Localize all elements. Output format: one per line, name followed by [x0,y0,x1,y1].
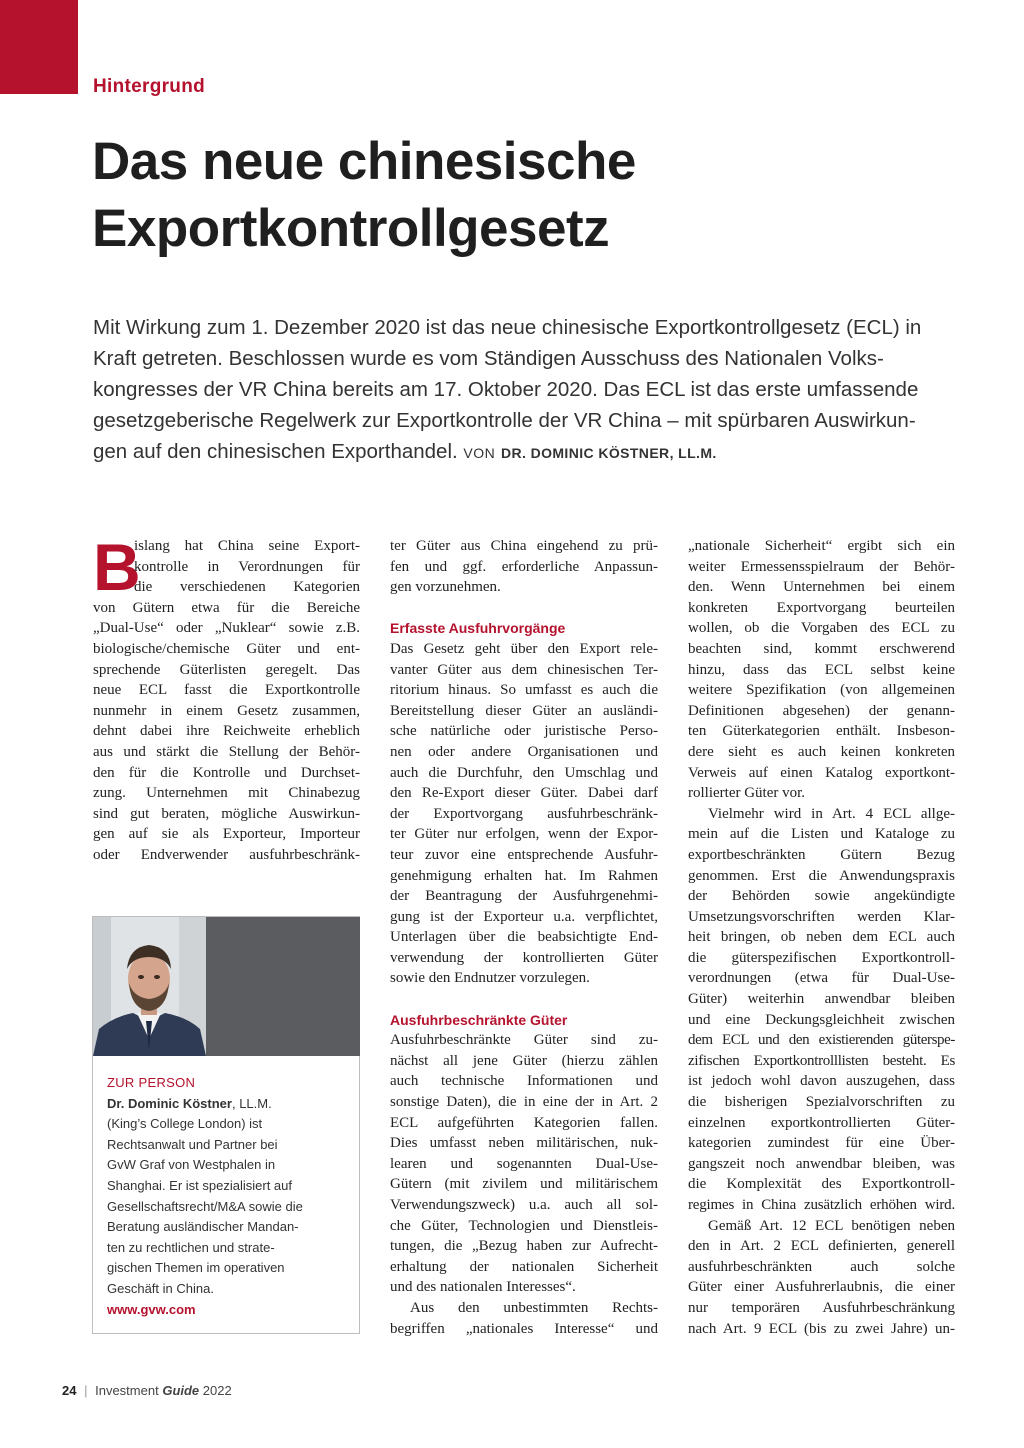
body-line: sind gut beraten, mögliche Auswirkun- [93,805,360,822]
body-line: nächst all jene Güter (hierzu zählen [390,1052,658,1069]
page-footer [62,1383,232,1398]
body-line: verordnungen (etwa für Dual-Use- [688,970,955,987]
author-name-suffix: , LL.M. [231,1095,272,1111]
body-line: die bisherigen Spezialvorschriften zu [688,1094,955,1111]
byline-von: VON [463,445,496,461]
body-line: den für die Kontrolle und Durchset- [93,764,360,781]
body-line: beachten sind, kommt erschwerend [688,640,955,657]
body-line: wollen, ob die Vorgaben des ECL zu [688,620,955,637]
body-line: auch technische Informationen und [390,1073,658,1090]
body-line: die Komplexität des Exportkontroll- [688,1176,955,1193]
body-line: ter Güter nur erfolgen, wenn der Expor- [390,826,658,843]
body-line: nur temporären Ausfuhrbeschränkung [688,1299,955,1316]
bio-line: Shanghai. Er ist spezialisiert auf [107,1177,292,1193]
lead-line: kongresses der VR China bereits am 17. Oktober 2020. Das ECL ist das erste umfassende [93,378,919,401]
body-line: Güter) weiterhin anwendbar bleiben [688,991,955,1008]
body-line: kategorien zumindest für eine Über- [688,1135,955,1152]
body-line: nunmehr in einem Gesetz zusammen, [93,702,360,719]
body-line: Unterlagen über die beabsichtigte End- [390,929,658,946]
article-column-2 [390,536,658,1339]
body-line: sowie den Endnutzer vorzulegen. [390,970,590,987]
body-line: ten Güterkategorien enthält. Insbeson- [688,723,955,740]
body-line: mein auf die Listen und Kataloge zu [688,826,955,843]
author-bio [107,1073,352,1320]
body-line: che Güter, Technologien und Dienstleis- [390,1217,658,1234]
bio-line: gischen Themen im operativen [107,1260,285,1276]
body-line: einzelnen exportkontrollierten Güter- [688,1114,955,1131]
body-line: den Re-Export dieser Güter. Dabei darf [390,785,658,802]
body-line: zung. Unternehmen mit Chinabezug [93,785,360,802]
body-line: nen oder andere Organisationen und [390,743,658,760]
publication-year: 2022 [202,1383,232,1398]
body-line: Dies umfasst neben militärischen, nuk- [390,1135,658,1152]
headline-line: Das neue chinesische [92,132,636,191]
author-name-line [107,1094,352,1115]
article-column-1 [93,530,360,866]
body-line: dehnt dabei ihre Reichweite erheblich [93,723,360,740]
body-line: learen und sogenannten Dual-Use- [390,1155,658,1172]
bio-line: Gesellschaftsrecht/M&A sowie die [107,1198,303,1214]
body-line: exportbeschränkten Gütern Bezug [688,846,955,863]
accent-bar [0,0,78,94]
body-line: islang hat China seine Export- [134,538,360,554]
bio-line: GvW Graf von Westphalen in [107,1157,276,1173]
body-line: genehmigung erhalten hat. Im Rahmen [390,867,658,884]
body-line: ritorium hinaus. So umfasst es auch die [390,682,658,699]
author-box [92,916,360,1334]
body-line: den. Wenn Unternehmen bei einem [688,579,955,596]
body-line: und eine Deckungsgleichheit zwischen [688,1011,955,1028]
body-line: den in Art. 2 ECL definierten, generell [688,1238,955,1255]
website-link[interactable]: www.gvw.com [107,1301,196,1317]
body-line: die verschiedenen Kategorien [134,579,360,596]
body-line: „Dual-Use“ oder „Nuklear“ sowie z.B. [93,620,360,637]
body-line: rollierter Güter vor. [688,785,806,802]
article-column-3 [688,536,955,1339]
byline-author: DR. DOMINIC KÖSTNER, LL.M. [500,445,717,461]
body-line: Vielmehr wird in Art. 4 ECL allge- [708,805,955,822]
bio-line: (King’s College London) ist [107,1116,263,1132]
bio-line: Rechtsanwalt und Partner bei [107,1136,278,1152]
lead-line: gen auf den chinesischen Exporthandel. [93,440,458,463]
bio-line: Beratung ausländischer Mandan- [107,1219,299,1235]
body-line: biologische/chemische Güter und ent- [93,640,360,657]
body-line: regimes in China zusätzlich erhöhen wird. [688,1197,955,1213]
body-line: gung ist der Exporteur u.a. verpflichtet, [390,908,658,925]
body-line: oder Endverwender ausfuhrbeschränk- [93,846,360,863]
body-line: gen auf sie als Exporteur, Importeur [93,826,360,843]
body-line: auch die Durchfuhr, den Umschlag und [390,764,658,781]
body-line: der Behörden sowie angekündigte [688,888,955,905]
body-line: Umsetzungsvorschriften werden Klar- [688,908,955,925]
body-line: hinzu, dass das ECL selbst keine [688,661,955,678]
lead-line: Mit Wirkung zum 1. Dezember 2020 ist das neue chinesische Exportkontrollgesetz (ECL) in [93,316,922,339]
decorative-block [206,917,360,1056]
body-line: Gütern (mit zivilem und militärischem [390,1176,658,1193]
body-line: genommen. Erst die Anwendungspraxis [688,867,955,884]
body-line: zifischen Exportkontrolllisten besteht. Es [688,1052,955,1069]
body-line: dem ECL und den existierenden güterspe- [688,1032,955,1049]
body-line: dere sieht es auch keinen konkreten [688,743,955,760]
author-photo [93,917,206,1056]
body-line: Güter einer Ausfuhrerlaubnis, die einer [688,1279,955,1296]
body-line: und des nationalen Interesses“. [390,1279,576,1296]
lead-paragraph [93,312,953,469]
body-line: Bereitstellung dieser Güter an ausländi- [390,702,658,719]
body-line: der Beantragung der Ausfuhrgenehmi- [390,888,658,905]
subheading: Ausfuhrbeschränkte Güter [390,1011,568,1028]
subheading: Erfasste Ausfuhrvorgänge [390,620,566,637]
body-line: sonstige Daten), die in eine der in Art. 2 [390,1094,658,1111]
body-line: nach Art. 9 ECL (bis zu zwei Jahre) un- [688,1320,955,1337]
body-line: ECL aufgeführten Kategorien fallen. [390,1114,658,1131]
body-line: Das Gesetz geht über den Export rele- [390,640,658,657]
body-line: „nationale Sicherheit“ ergibt sich ein [688,538,955,554]
body-line: erhaltung der nationalen Sicherheit [390,1258,658,1275]
body-line: Ausfuhrbeschränkte Güter sind zu- [390,1032,658,1049]
person-portrait-icon [93,917,206,1056]
body-line: gen vorzunehmen. [390,579,501,596]
author-box-label: ZUR PERSON [107,1075,196,1090]
body-line: neue ECL fasst die Exportkontrolle [93,682,360,699]
body-line: verwendung der kontrollierten Güter [390,949,658,966]
body-line: Aus den unbestimmten Rechts- [410,1299,658,1316]
body-line: ausfuhrbeschränkten auch solche [688,1258,955,1275]
section-kicker: Hintergrund [93,76,206,97]
body-line: ist jedoch wohl davon auszugehen, dass [688,1073,955,1090]
bio-line: Geschäft in China. [107,1280,214,1296]
body-line: Gemäß Art. 12 ECL benötigen neben [708,1217,955,1234]
drop-cap: B [93,530,141,604]
lead-line: Kraft getreten. Beschlossen wurde es vom Ständigen Ausschuss des Nationalen Volks- [93,347,884,370]
body-line: weiter Ermessensspielraum der Behör- [688,558,955,575]
body-line: Verwendungszweck) u.a. auch all sol- [390,1197,658,1213]
lead-line-last [93,436,953,469]
body-line: tungen, die „Bezug haben zur Aufrecht- [390,1238,658,1255]
body-line: die güterspezifischen Exportkontroll- [688,949,955,966]
publication-name-emphasis: Guide [162,1383,200,1398]
body-line: sche natürliche oder juristische Perso- [390,723,658,740]
body-line: aus und stärkt die Stellung der Behör- [93,743,360,760]
body-line: sprechende Güterlisten geregelt. Das [93,661,360,678]
body-line: begriffen „nationales Interesse“ und [390,1320,658,1337]
body-line: der Exportvorgang ausfuhrbeschränk- [390,805,658,822]
headline [92,128,972,262]
page-number: 24 [62,1383,77,1398]
author-name: Dr. Dominic Köstner [107,1095,232,1111]
headline-line: Exportkontrollgesetz [92,199,610,258]
body-line: heit bringen, ob neben dem ECL auch [688,929,955,946]
body-line: gangszeit noch anwendbar bleiben, was [688,1155,955,1172]
body-line: von Gütern etwa für die Bereiche [93,599,360,616]
body-line: vanter Güter aus dem chinesischen Ter- [390,661,658,678]
publication-name: Investment [95,1383,159,1398]
lead-line: gesetzgeberische Regelwerk zur Exportkontrolle der VR China – mit spürbaren Auswirkun- [93,409,916,432]
body-line: Definitionen abgesehen) der genann- [688,702,955,719]
body-line: konkreten Exportvorgang beurteilen [688,599,955,616]
body-line: weitere Spezifikation (von allgemeinen [688,682,955,699]
footer-separator: | [84,1383,88,1398]
body-line: Verweis auf einen Katalog exportkont- [688,764,955,781]
body-line: teur zuvor eine entsprechende Ausfuhr- [390,846,658,863]
body-line: fen und ggf. erforderliche Anpassun- [390,558,658,575]
body-line: ter Güter aus China eingehend zu prü- [390,538,658,554]
bio-line: ten zu rechtlichen und strate- [107,1239,275,1255]
body-line: kontrolle in Verordnungen für [134,558,360,575]
